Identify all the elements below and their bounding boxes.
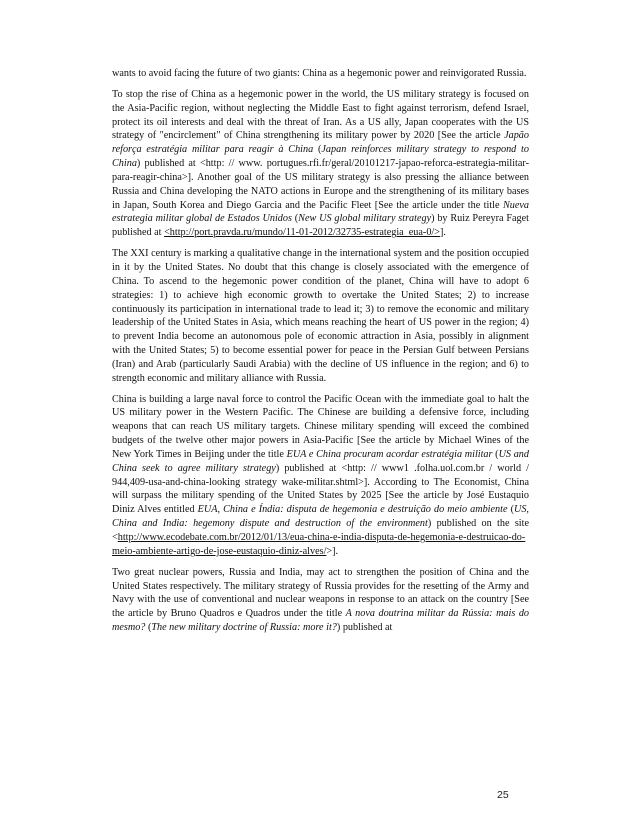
- italic-title: The new military doctrine of Russia: more it?: [151, 622, 337, 634]
- italic-title: US, China and India: hegemony dispute and destruction of the environment: [112, 504, 529, 530]
- text-run: ) published at: [336, 622, 393, 634]
- paragraph: [112, 566, 529, 635]
- body-text: [112, 67, 529, 642]
- text-run: The XXI century is marking a qualitative change in the international system and the position occupied in it by the United States. No doubt that this change is closely associated with the emergence of China. To ascend to the hegemonic power condition of the planet, China will have to adopt 6 strategies: 1) to achieve high economic growth to overtake the United States; 2) to increase continuously its participation in international trade to lead it; 3) to remove the economic and military leadership of the United States in Asia, which means reaching the heart of US power in the region; 4) to prevent India become an autonomous pole of economic attraction in Asia, possibly in alignment with the United States; 5) to become essential power for peace in the Persian Gulf between Persians (Iran) and Arab (particularly Saudi Arabia) with the decline of US influence in the region; and 6) to strength economic and military alliance with Russia.: [112, 248, 529, 384]
- text-run: ) published at <http: // www1 .folha.uol.com.br / world / 944,409-usa-and-china-looking strategy wake-militar.shtml>]. According to The Economist, China will surpass the military spending of the United States by 2025 [See the article by José Eustaquio Diniz Alves entitled: [112, 462, 529, 516]
- text-run: (: [492, 448, 499, 460]
- text-run: ) published on the site <: [112, 518, 529, 543]
- italic-title: US and China seek to agree military strategy: [112, 448, 529, 474]
- text-run: ) published at <http: // www. portugues.rfi.fr/geral/20101217-japao-reforca-estrategia-militar-para-reagir-china>]. Another goal of the US military strategy is also pressing the alliance between Russia and China developing the NATO actions in Europe and the strengthening of its military bases in Japan, South Korea and Diego Garcia and the Pacific Fleet [See the article under the title: [112, 158, 529, 211]
- italic-title: New US global military strategy: [298, 213, 432, 225]
- italic-title: EUA e China procuram acordar estratégia militar: [286, 448, 493, 460]
- italic-title: EUA, China e Índia: disputa de hegemonia e destruição do meio ambiente: [197, 504, 508, 516]
- text-run: ) by Ruiz Pereyra Faget published at: [112, 213, 529, 239]
- text-run: Two great nuclear powers, Russia and India, may act to strengthen the position of China and the United States respectively. The military strategy of Russia provides for the resetting of the Army and Navy with the use of conventional and nuclear weapons in response to an attack on the country [See the article by Bruno Quadros e Quadros under the title: [112, 566, 529, 620]
- paragraph: [112, 88, 529, 240]
- italic-title: Japan reinforces military strategy to respond to China: [112, 144, 529, 170]
- paragraph: [112, 393, 529, 559]
- text-run: >].: [326, 545, 339, 557]
- paragraph: [112, 67, 529, 81]
- text-run: To stop the rise of China as a hegemonic power in the world, the US military strategy is focused on the Asia-Pacific region, without neglecting the Middle East to fight against terrorism, defend Israel, protect its oil interests and deal with the threat of Iran. As a US ally, Japan cooperates with the US strategy of "encirclement" of China strengthening its military power by 2020 [See the article: [112, 88, 529, 142]
- text-run: (: [291, 213, 299, 225]
- link-text[interactable]: <http://port.pravda.ru/mundo/11-01-2012/32735-estrategia_eua-0/>: [164, 227, 440, 239]
- paragraph: [112, 247, 529, 385]
- link-text[interactable]: http://www.ecodebate.com.br/2012/01/13/eua-china-e-india-disputa-de-hegemonia-e-destruicao-do-meio-ambiente-artigo-de-jose-eustaquio-diniz-alves/: [112, 532, 526, 557]
- page-number: 25: [497, 789, 509, 801]
- text-run: ].: [440, 227, 446, 239]
- text-run: (: [313, 144, 322, 156]
- text-run: (: [145, 622, 152, 634]
- text-run: (: [507, 504, 514, 516]
- italic-title: A nova doutrina militar da Rússia: mais do mesmo?: [112, 608, 530, 634]
- italic-title: Nueva estrategia militar global de Estados Unidos: [112, 199, 529, 225]
- text-run: China is building a large naval force to control the Pacific Ocean with the immediate goal to halt the US military power in the Western Pacific. The Chinese are building a defensive force, including weapons that can reach US military targets. Chinese military spending will exceed the combined budgets of the twelve other major powers in Asia-Pacific [See the article by Michael Wines of the New York Times in Beijing under the title: [112, 393, 529, 460]
- italic-title: Japão reforça estratégia militar para reagir à China: [112, 130, 529, 156]
- text-run: wants to avoid facing the future of two giants: China as a hegemonic power and reinvigorated Russia.: [112, 68, 527, 79]
